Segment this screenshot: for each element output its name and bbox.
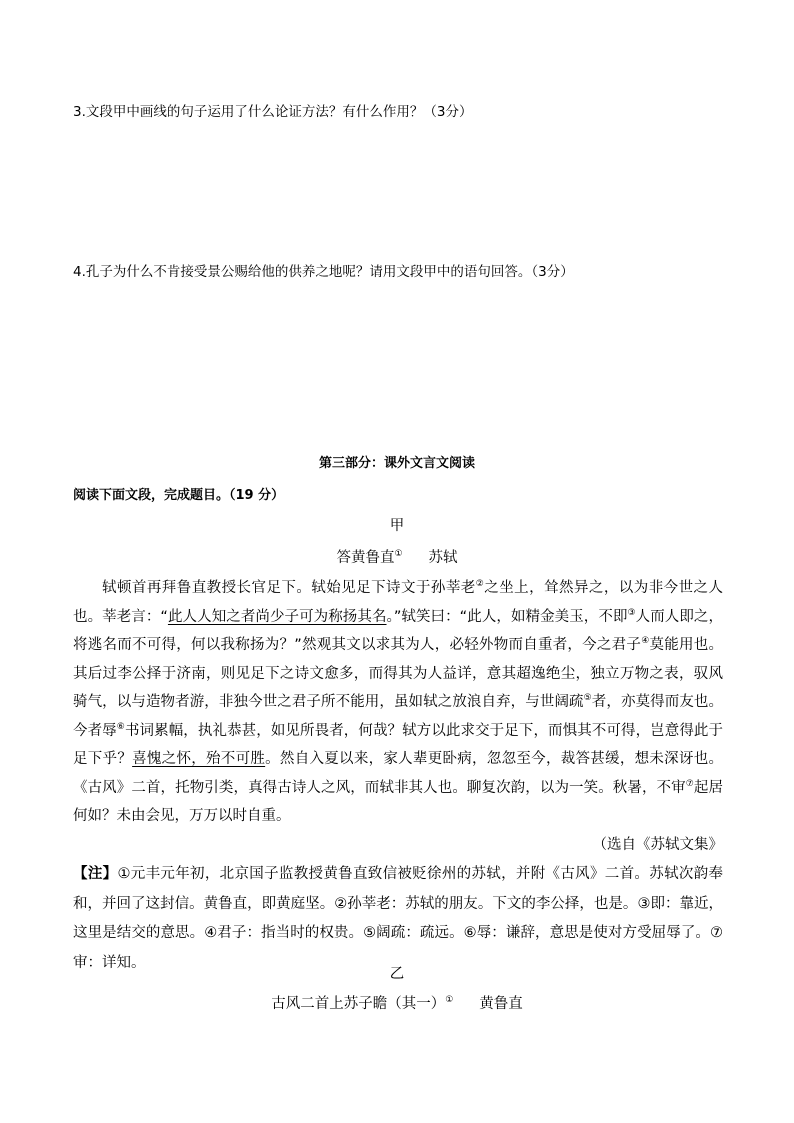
text-b-title-note: ① <box>445 995 454 1006</box>
text-a-marker: 甲 <box>389 518 405 534</box>
text-a-body <box>73 574 723 859</box>
footnote-mark: ⑤ <box>583 693 592 704</box>
footnotes <box>73 860 723 978</box>
section-instruction: 阅读下面文段，完成题目。（19 分） <box>73 488 285 503</box>
text-segment: 轼顿首再拜鲁直教授长官足下。轼始见足下诗文于孙莘老 <box>102 580 476 596</box>
underlined-sentence: 此人人知之者尚少子可为称扬其名 <box>167 608 387 625</box>
text-segment: 。然自入夏以来，家人辈更卧病，忽忽至今，裁答甚缓，想未深讶也。《古风》二首，托物引类，真得古诗人之风，而轼非其人也。聊复次韵，以为一笑。秋暑，不审 <box>73 751 724 796</box>
notes-label: 【注】 <box>73 866 118 882</box>
text-a-heading <box>0 546 794 567</box>
text-a-title: 答黄鲁直 <box>336 550 395 566</box>
text-a-paragraph <box>73 574 723 831</box>
text-segment: 。”轼笑曰：“此人，如精金美玉，不即 <box>386 608 628 625</box>
text-b-marker: 乙 <box>389 966 405 982</box>
text-b-title: 古风二首上苏子瞻（其一） <box>271 996 446 1012</box>
text-b-author: 黄鲁直 <box>479 996 523 1012</box>
text-a-title-note: ① <box>394 549 403 560</box>
text-segment: 之坐上，耸然异之，以为非今世之人也。莘老言：“ <box>73 580 724 625</box>
footnote-mark: ③ <box>627 607 636 618</box>
text-a-author: 苏轼 <box>428 550 458 566</box>
footnote-mark: ⑥ <box>116 721 125 732</box>
text-segment: 莫能用也。其后过李公择于济南，则见足下之诗文愈多，而得其为人益详，意其超逸绝尘，独立万物之表，驭风骑气，以与造物者游，非独今世之君子所不能用，虽如轼之放浪自弃，与世阔疏 <box>73 637 724 710</box>
underlined-sentence: 喜愧之怀，殆不可胜 <box>132 751 266 767</box>
text-segment: 起居何如？未由会见，万万以时自重。 <box>73 779 724 824</box>
notes-text: ①元丰元年初，北京国子监教授黄鲁直致信被贬徐州的苏轼，并附《古风》二首。苏轼次韵奉和，并回了这封信。黄鲁直，即黄庭坚。②孙莘老：苏轼的朋友。下文的李公择，也是。③即：靠近，这里是结交的意思。④君子：指当时的权贵。⑤阔疏：疏远。⑥辱：谦辞，意思是使对方受屈辱了。⑦审：详知。 <box>73 866 724 971</box>
source-citation: （选自《苏轼文集》 <box>592 836 723 853</box>
text-segment: 者，亦莫得而友也。今者辱 <box>73 694 724 739</box>
text-segment: 书词累幅，执礼恭甚，如见所畏者，何哉？轼方以此求交于足下，而惧其不可得，岂意得此于足下乎？ <box>73 722 724 767</box>
text-b-heading <box>0 992 794 1013</box>
footnote-mark: ② <box>475 579 485 590</box>
footnote-mark: ⑦ <box>685 778 694 789</box>
text-segment: 人而人即之，将逃名而不可得，何以我称扬为？”然观其文以求其为人，必轻外物而自重者，今之君子 <box>73 608 723 653</box>
question-4: 4.孔子为什么不肯接受景公赐给他的供养之地呢？请用文段甲中的语句回答。（3分） <box>73 264 574 280</box>
section-title: 第三部分：课外文言文阅读 <box>318 456 475 471</box>
footnote-mark: ④ <box>641 636 650 647</box>
question-3: 3.文段甲中画线的句子运用了什么论证方法？有什么作用？（3分） <box>73 104 473 120</box>
